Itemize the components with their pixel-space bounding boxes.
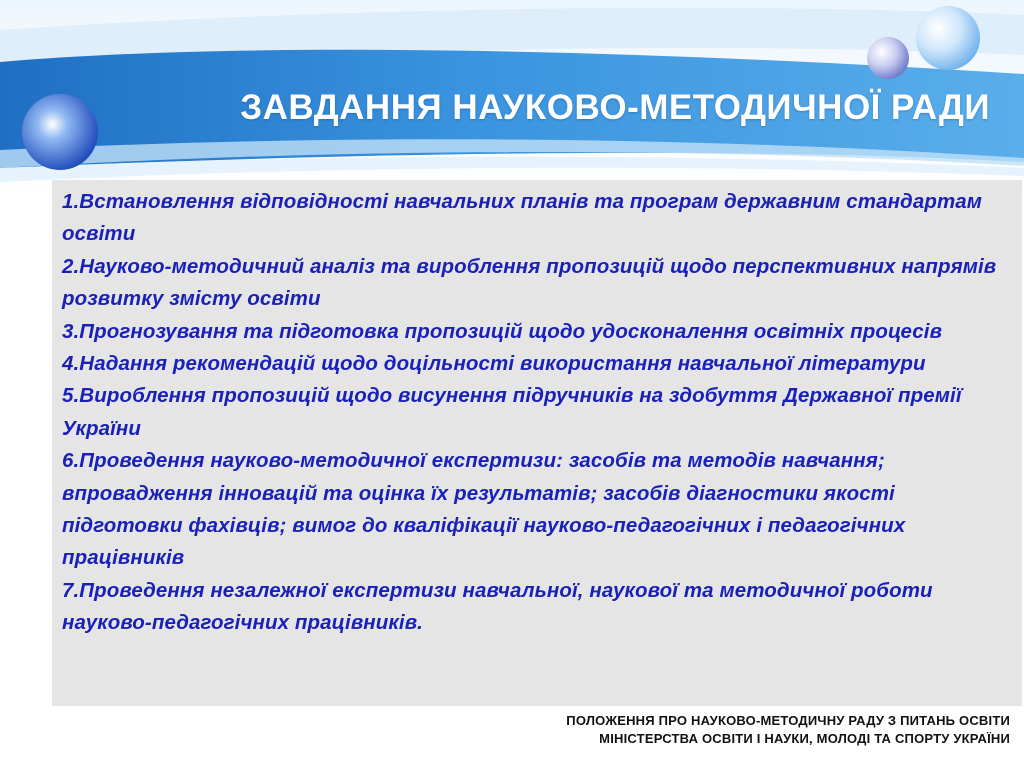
source-caption-line-1: ПОЛОЖЕННЯ ПРО НАУКОВО-МЕТОДИЧНУ РАДУ З ПИТАНЬ ОСВІТИ bbox=[566, 713, 1010, 728]
content-panel bbox=[52, 180, 1022, 706]
task-item-2: 2.Науково-методичний аналіз та вироблення пропозицій щодо перспективних напрямів розвитку змісту освіти bbox=[62, 254, 997, 311]
light-sphere-icon bbox=[916, 6, 980, 70]
task-item-5: 5.Вироблення пропозицій щодо висунення підручників на здобуття Державної премії України bbox=[62, 384, 962, 440]
slide-title: ЗАВДАННЯ НАУКОВО-МЕТОДИЧНОЇ РАДИ bbox=[240, 88, 990, 127]
small-sphere-icon bbox=[867, 37, 909, 79]
task-item-1: 1.Встановлення відповідності навчальних планів та програм державним стандартам освіти bbox=[62, 190, 983, 246]
source-caption-line-2: МІНІСТЕРСТВА ОСВІТИ І НАУКИ, МОЛОДІ ТА СПОРТУ УКРАЇНИ bbox=[599, 731, 1010, 746]
task-item-4: 4.Надання рекомендацій щодо доцільності використання навчальної літератури bbox=[62, 352, 926, 376]
task-item-3: 3.Прогнозування та підготовка пропозицій щодо удосконалення освітніх процесів bbox=[62, 319, 943, 343]
task-item-7: 7.Проведення незалежної експертизи навчальної, наукової та методичної роботи науково-педагогічних працівників. bbox=[62, 578, 933, 635]
task-item-6: 6.Проведення науково-методичної експертизи: засобів та методів навчання; впровадження інновацій та оцінка їх результатів; засобів діагностики якості підготовки фахівців; вимог до кваліфікації науково-педагогічних і педагогічних працівників bbox=[62, 449, 906, 570]
source-caption bbox=[566, 712, 1010, 748]
task-list bbox=[62, 186, 1012, 640]
